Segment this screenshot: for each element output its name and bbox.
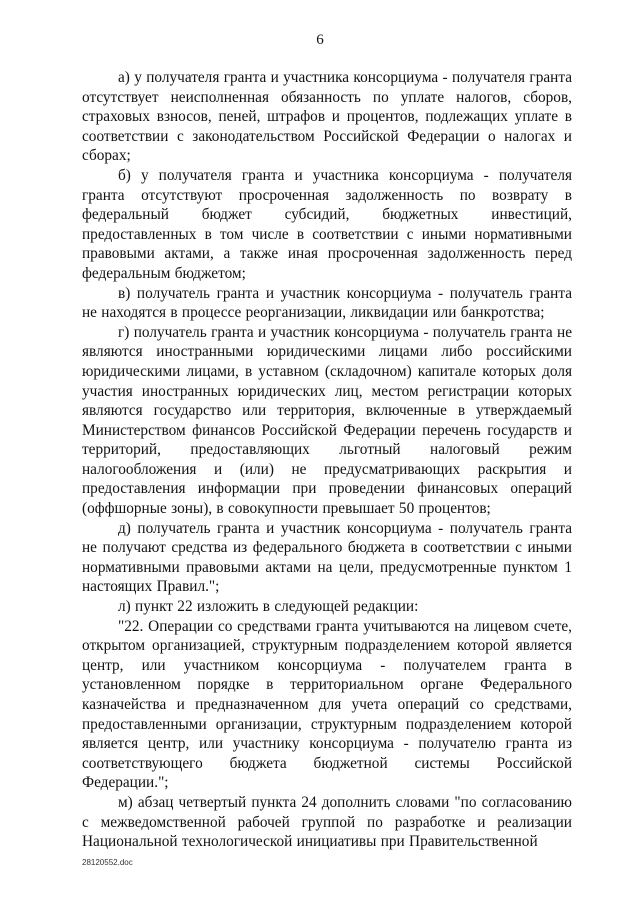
footer-filename: 28120552.doc [82, 858, 133, 867]
paragraph-b: б) у получателя гранта и участника консорциума - получателя гранта отсутствуют просроченная задолженность по возврату в федеральный бюджет субсидий, бюджетных инвестиций, предоставленных в том числе в соответствии с иными нормативными правовыми актами, а также иная просроченная задолженность перед федеральным бюджетом; [82, 166, 572, 282]
paragraph-g: г) получатель гранта и участник консорциума - получатель гранта не являются иностранными юридическими лицами либо российскими юридическими лицами, в уставном (складочном) капитале которых доля участия иностранных юридических лиц, местом регистрации которых являются государство или территория, включенные в утверждаемый Министерством финансов Российской Федерации перечень государств и территорий, предоставляющих льготный налоговый режим налогообложения и (или) не предусматривающих раскрытия и предоставления информации при проведении финансовых операций (оффшорные зоны), в совокупности превышает 50 процентов; [82, 323, 573, 518]
paragraph-a: а) у получателя гранта и участника консорциума - получателя гранта отсутствует неисполненная обязанность по уплате налогов, сборов, страховых взносов, пеней, штрафов и процентов, подлежащих уплате в соответствии с законодательством Российской Федерации о налогах и сборах; [82, 69, 572, 165]
page-number: 6 [316, 32, 324, 48]
paragraph-m: м) абзац четвертый пункта 24 дополнить словами "по согласованию с межведомственной рабочей группой по разработке и реализации Национальной технологической инициативы при Правительственной [82, 793, 572, 851]
paragraph-22: "22. Операции со средствами гранта учитываются на лицевом счете, открытом организацией, структурным подразделением которой является центр, или участником консорциума - получателем гранта в установленном порядке в территориальном органе Федерального казначейства и предназначенном для учета операций со средствами, предоставленными организации, структурным подразделением которой является центр, или участнику консорциума - получателю гранта из соответствующего бюджета бюджетной системы Российской Федерации."; [82, 617, 572, 792]
document-body [82, 68, 572, 852]
paragraph-l: л) пункт 22 изложить в следующей редакции: [118, 598, 419, 616]
paragraph-d: д) получатель гранта и участник консорциума - получатель гранта не получают средства из федерального бюджета в соответствии с иными нормативными правовыми актами на цели, предусмотренные пунктом 1 настоящих Правил."; [82, 519, 572, 596]
paragraph-v: в) получатель гранта и участник консорциума - получатель гранта не находятся в процессе реорганизации, ликвидации или банкротства; [82, 284, 572, 322]
